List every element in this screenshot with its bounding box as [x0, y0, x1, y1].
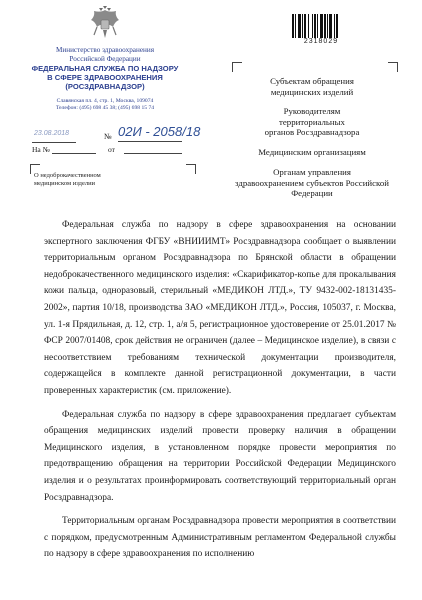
coat-of-arms-icon — [88, 6, 122, 42]
barcode-bar — [292, 14, 294, 38]
recipient-block — [224, 147, 400, 158]
recipient-line: Субъектам обращения — [270, 76, 354, 86]
recipient-block — [224, 106, 400, 138]
barcode-bar — [317, 14, 318, 38]
recipient-block — [224, 167, 400, 199]
barcode-bar — [298, 14, 301, 38]
sender-address — [20, 98, 190, 112]
subject-bracket-right — [186, 164, 196, 174]
recipient-bracket-right — [388, 62, 398, 72]
subject-line-1: О недоброкачественном — [34, 172, 101, 179]
recipient-line: органов Росздравнадзора — [264, 127, 360, 137]
barcode-bar — [304, 14, 306, 38]
barcode-bar — [308, 14, 309, 38]
barcode-number: 2318029 — [303, 38, 339, 45]
service-line-2: В СФЕРЕ ЗДРАВООХРАНЕНИЯ — [47, 73, 163, 82]
address-line: Славянская пл. 4, стр. 1, Москва, 109074 — [56, 98, 154, 104]
barcode-bar — [336, 14, 338, 38]
barcode-bar — [327, 14, 328, 38]
recipient-line: Органам управления — [273, 167, 351, 177]
ministry-line-2: Российской Федерации — [69, 54, 141, 63]
letter-body — [44, 217, 396, 563]
body-paragraph: Федеральная служба по надзору в сфере здравоохранения на основании экспертного заключения ФГБУ «ВНИИИМТ» Росздравнадзора сообщает о выявлении территориальным органом Росздравнадзора по Брянской области в обращении недоброкачественного медицинского изделия: «Скарификатор-копье для прокалывания кожи пальца, одноразовый, стерильный «МЕДИКОН ЛТД.», ТУ 9432-002-18131435-2002», партия 10/18, производства ЗАО «МЕДИКОН ЛТД.», Россия, 105037, г. Москва, ул. 1-я Прядильная, д. 12, стр. 1, а/я 5, регистрационное удостоверение от 25.01.2017 № ФСР 2007/01408, срок действия не ограничен (далее – Медицинское изделие), в связи с несоответствием требованиям технической документации производителя, содержащейся в комплекте данной регистрационной документации, в части проверенных характеристик (см. приложение). — [44, 220, 396, 396]
barcode-bar — [320, 14, 323, 38]
letter-subject — [34, 172, 184, 188]
recipient-line: территориальных — [279, 116, 345, 127]
service-line-1: ФЕДЕРАЛЬНАЯ СЛУЖБА ПО НАДЗОРУ — [31, 64, 179, 73]
number-field-line — [118, 141, 182, 142]
barcode-bar — [295, 14, 296, 38]
barcode-icon — [292, 14, 350, 38]
date-value: 23.08.2018 — [34, 130, 70, 137]
recipient-line: здравоохранением субъектов Российской — [235, 177, 389, 188]
ministry-name — [20, 46, 190, 63]
phone-line: Телефон: (495) 698 45 38; (495) 698 15 74 — [55, 105, 155, 111]
service-name — [20, 64, 190, 91]
recipient-line: Руководителям — [283, 106, 341, 116]
body-paragraph: Территориальным органам Росздравнадзора провести мероприятия в соответствии с порядком, предусмотренным Административным регламентом Федеральной службы по надзору в сфере здравоохранения по исполнению — [44, 516, 396, 560]
barcode-bar — [329, 14, 332, 38]
barcode-bar — [302, 14, 303, 38]
service-line-3: (РОСЗДРАВНАДЗОР) — [65, 82, 145, 91]
recipient-line: медицинских изделий — [270, 86, 354, 97]
recipient-block — [224, 76, 400, 97]
barcode-bar — [312, 14, 313, 38]
reply-number-line — [52, 153, 96, 154]
reply-date-line — [124, 153, 182, 154]
barcode-bar — [324, 14, 326, 38]
reply-to-number-label: На № — [32, 145, 50, 154]
subject-line-2: медицинском изделии — [34, 180, 96, 187]
body-paragraph: Федеральная служба по надзору в сфере здравоохранения предлагает субъектам обращения медицинских изделий провести проверку наличия в обращении Медицинского изделия, в установленном порядке провести мероприятия по предотвращению обращения на территории Российской Федерации Медицинского изделия и о результатах проинформировать соответствующий территориальный орган Росздравнадзора. — [44, 409, 396, 503]
recipient-bracket-left — [232, 62, 242, 72]
reply-date-label: от — [108, 145, 115, 154]
barcode-bar — [314, 14, 316, 38]
recipient-line: Федерации — [291, 188, 333, 198]
number-label: № — [104, 132, 112, 141]
barcode-bar — [334, 14, 335, 38]
ministry-line-1: Министерство здравоохранения — [55, 46, 155, 54]
recipient-line: Медицинским организациям — [258, 147, 366, 157]
number-value: 02И - 2058/18 — [118, 124, 201, 139]
